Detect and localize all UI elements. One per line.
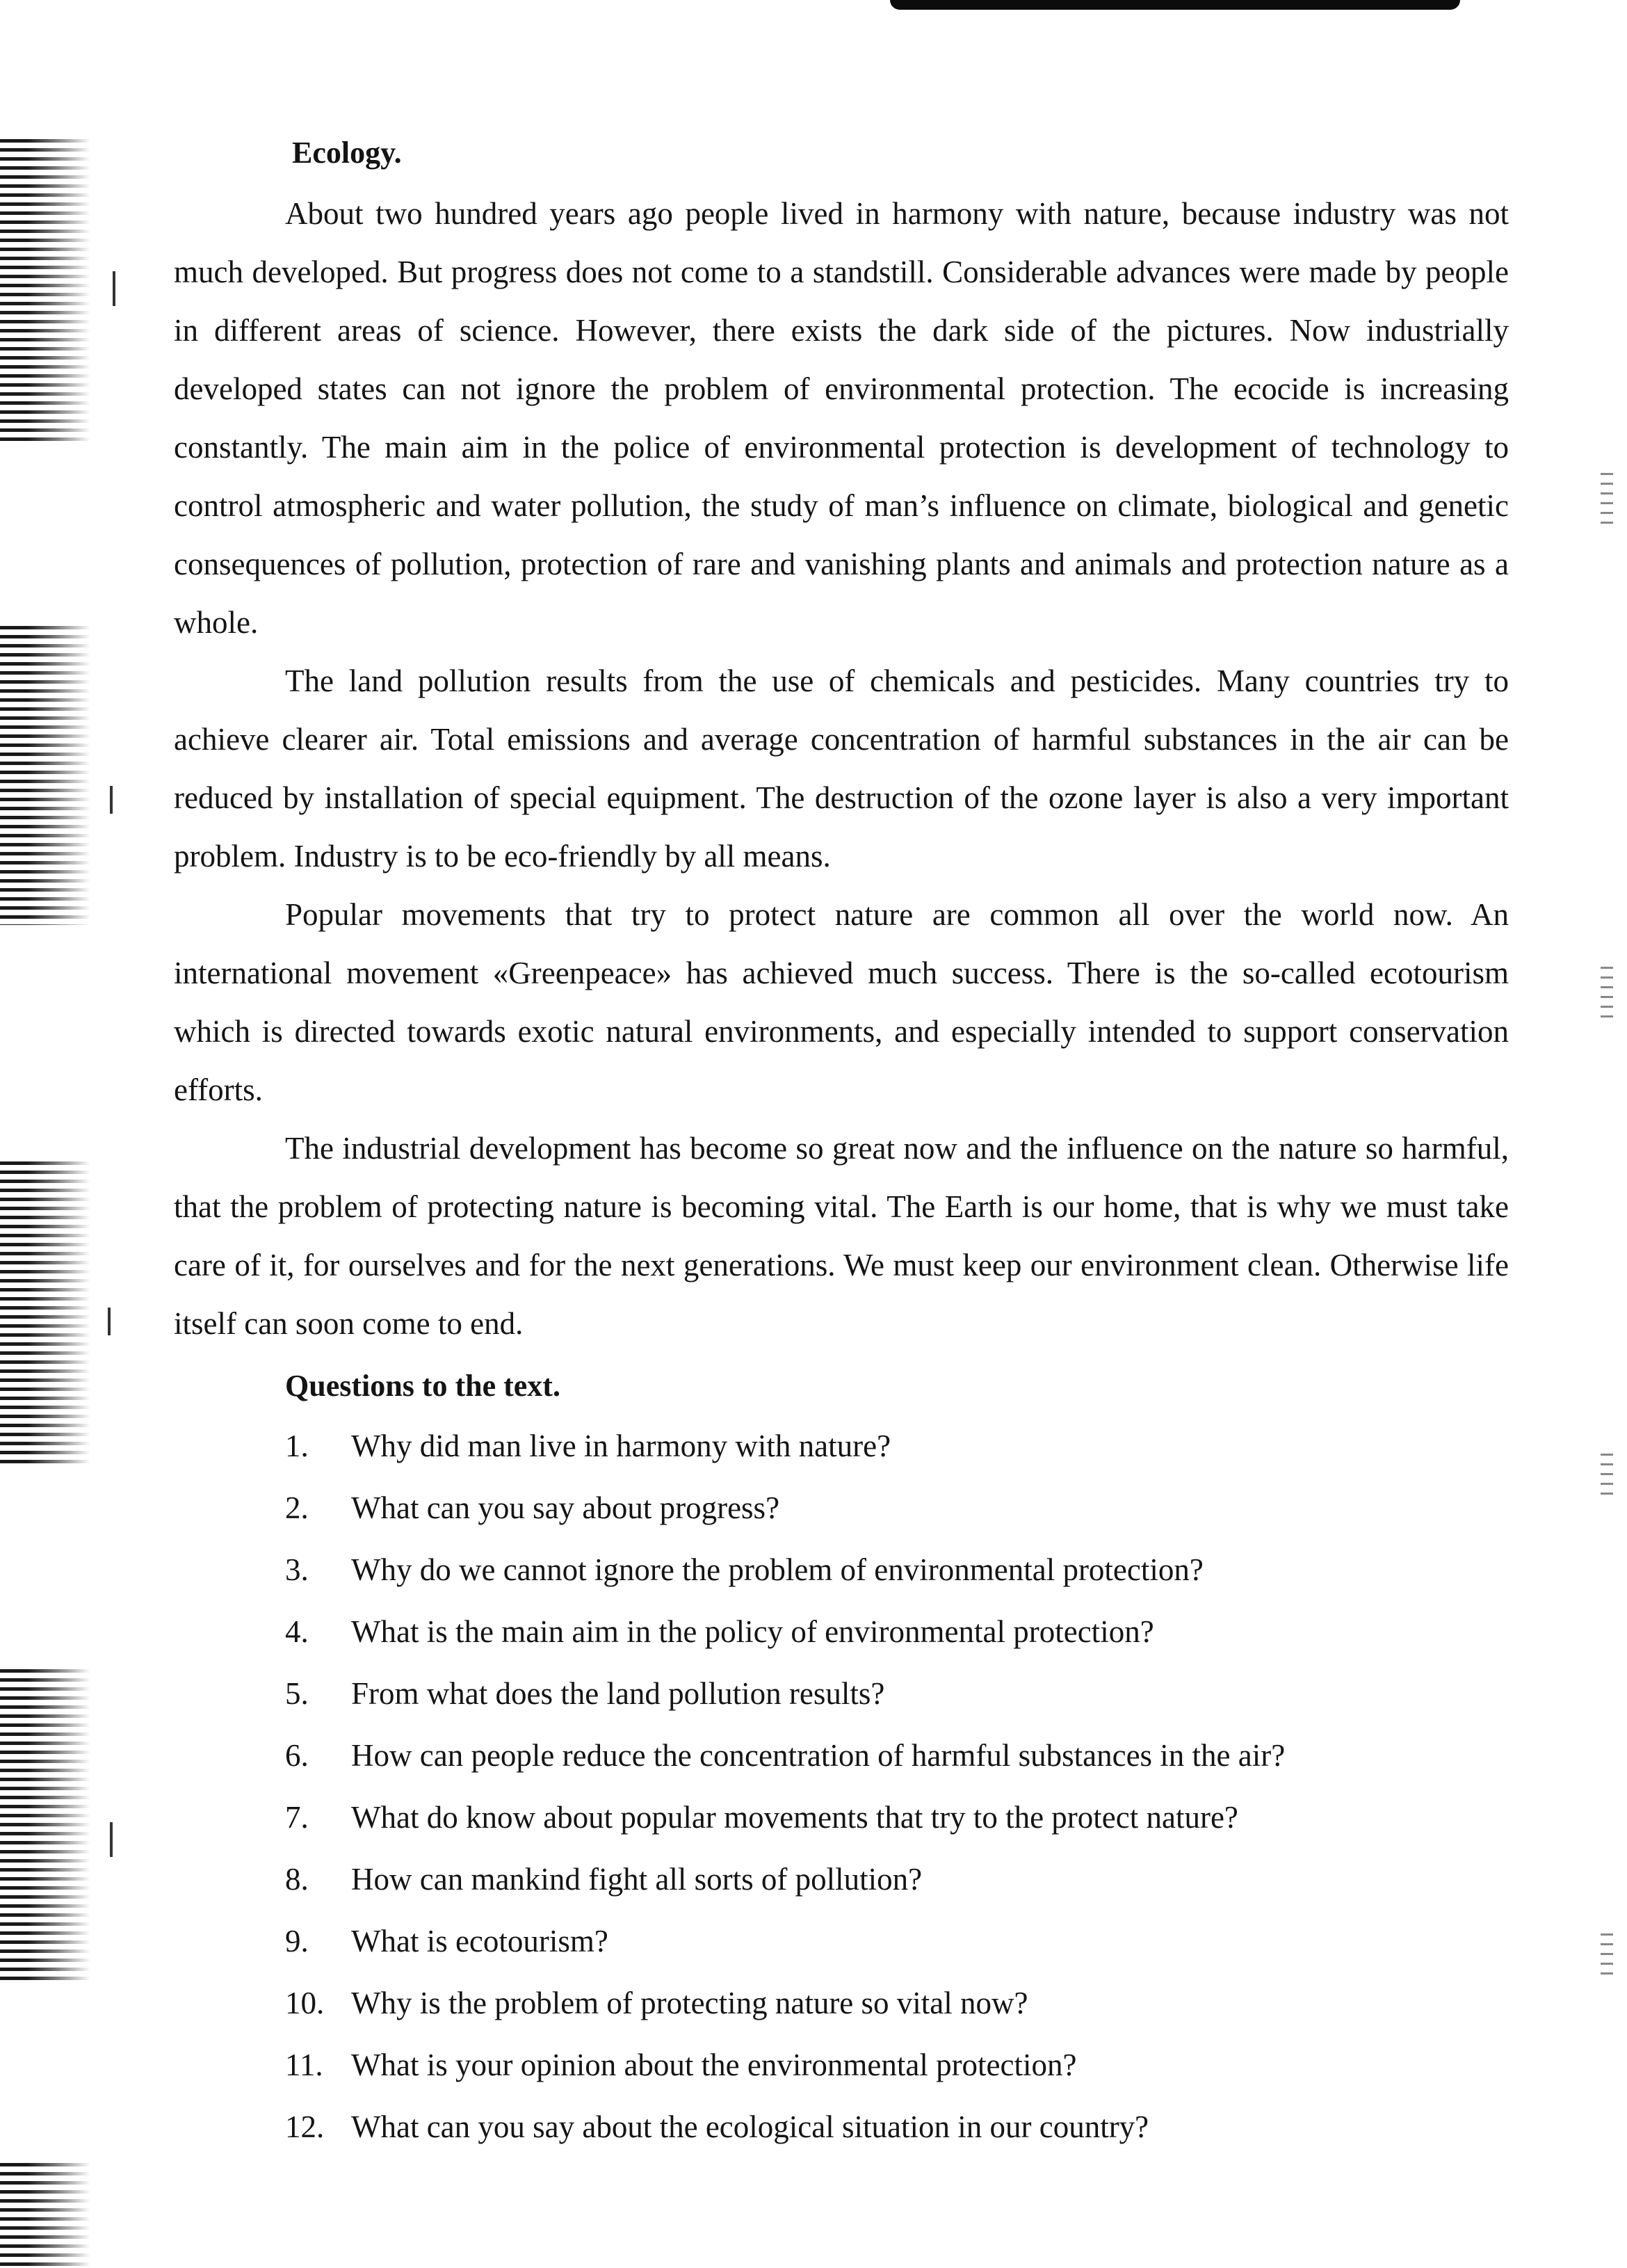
question-number: 10. [285, 1986, 325, 2020]
question-text: What is your opinion about the environmental protection? [351, 2048, 1077, 2082]
question-number: 6. [285, 1738, 309, 1773]
question-text: What is ecotourism? [351, 1924, 608, 1959]
question-text: What is the main aim in the policy of environmental protection? [351, 1614, 1154, 1649]
question-item [285, 1539, 1509, 1601]
binding-edge-marks [0, 1161, 90, 1467]
question-text: From what does the land pollution results? [351, 1676, 885, 1711]
question-text: Why do we cannot ignore the problem of environmental protection? [351, 1552, 1204, 1587]
question-item [285, 1911, 1509, 1972]
scan-top-edge [890, 0, 1460, 10]
binding-edge-marks [0, 626, 90, 925]
question-text: Why is the problem of protecting nature so vital now? [351, 1986, 1028, 2020]
question-text: What can you say about the ecological situation in our country? [351, 2109, 1149, 2144]
question-text: How can mankind fight all sorts of pollution? [351, 1862, 923, 1897]
document-page [174, 122, 1509, 2158]
question-number: 4. [285, 1614, 309, 1649]
question-text: How can people reduce the concentration of harmful substances in the air? [351, 1738, 1286, 1773]
paragraph: The land pollution results from the use of chemicals and pesticides. Many countries try to achieve clearer air. Total emissions and average concentration of harmful substances in the air can be reduced by installation of special equipment. The destruction of the ozone layer is also a very important problem. Industry is to be eco-friendly by all means. [174, 663, 1509, 874]
question-number: 2. [285, 1490, 309, 1525]
scan-right-marks [1601, 1933, 1613, 1982]
binding-edge-marks [0, 2163, 90, 2267]
binding-hole-mark [108, 1308, 111, 1335]
question-item [285, 1972, 1509, 2034]
question-item [285, 2034, 1509, 2096]
scan-right-marks [1601, 473, 1613, 529]
scan-right-marks [1601, 967, 1613, 1022]
question-item [285, 1787, 1509, 1849]
binding-edge-marks [0, 1669, 90, 1982]
document-title: Ecology. [292, 136, 402, 170]
paragraph: The industrial development has become so great now and the influence on the nature so harmful, that the problem of protecting nature is becoming vital. The Earth is our home, that is why we must take care of it, for ourselves and for the next generations. We must keep our environment clean. Otherwise life itself can soon come to end. [174, 1131, 1509, 1341]
question-number: 3. [285, 1552, 309, 1587]
question-item [285, 1725, 1509, 1787]
paragraph: About two hundred years ago people lived in harmony with nature, because industry was not much developed. But progress does not come to a standstill. Considerable advances were made by people in different areas of science. However, there exists the dark side of the pictures. Now industrially developed states can not ignore the problem of environmental protection. The ecocide is increasing constantly. The main aim in the police of environmental protection is development of technology to control atmospheric and water pollution, the study of man’s influence on climate, biological and genetic consequences of pollution, protection of rare and vanishing plants and animals and protection nature as a whole. [174, 196, 1509, 640]
question-item [285, 2096, 1509, 2158]
question-number: 12. [285, 2109, 325, 2144]
question-number: 7. [285, 1800, 309, 1835]
questions-heading: Questions to the text. [285, 1369, 560, 1403]
question-item [285, 1663, 1509, 1725]
binding-hole-mark [110, 1822, 113, 1857]
question-number: 9. [285, 1924, 309, 1959]
question-text: What do know about popular movements that try to the protect nature? [351, 1800, 1238, 1835]
question-number: 5. [285, 1676, 309, 1711]
question-text: What can you say about progress? [351, 1490, 780, 1525]
question-number: 11. [285, 2048, 323, 2082]
question-number: 1. [285, 1429, 309, 1463]
question-item [285, 1477, 1509, 1539]
binding-hole-mark [110, 786, 113, 814]
binding-hole-mark [113, 271, 115, 306]
scan-right-marks [1601, 1454, 1613, 1495]
question-item [285, 1849, 1509, 1911]
binding-edge-marks [0, 139, 90, 445]
questions-list [174, 1415, 1509, 2158]
question-item [285, 1601, 1509, 1663]
question-text: Why did man live in harmony with nature? [351, 1429, 891, 1463]
question-number: 8. [285, 1862, 309, 1897]
paragraph: Popular movements that try to protect nature are common all over the world now. An international movement «Greenpeace» has achieved much success. There is the so-called ecotourism which is directed towards exotic natural environments, and especially intended to support conservation efforts. [174, 897, 1509, 1107]
question-item [285, 1415, 1509, 1477]
